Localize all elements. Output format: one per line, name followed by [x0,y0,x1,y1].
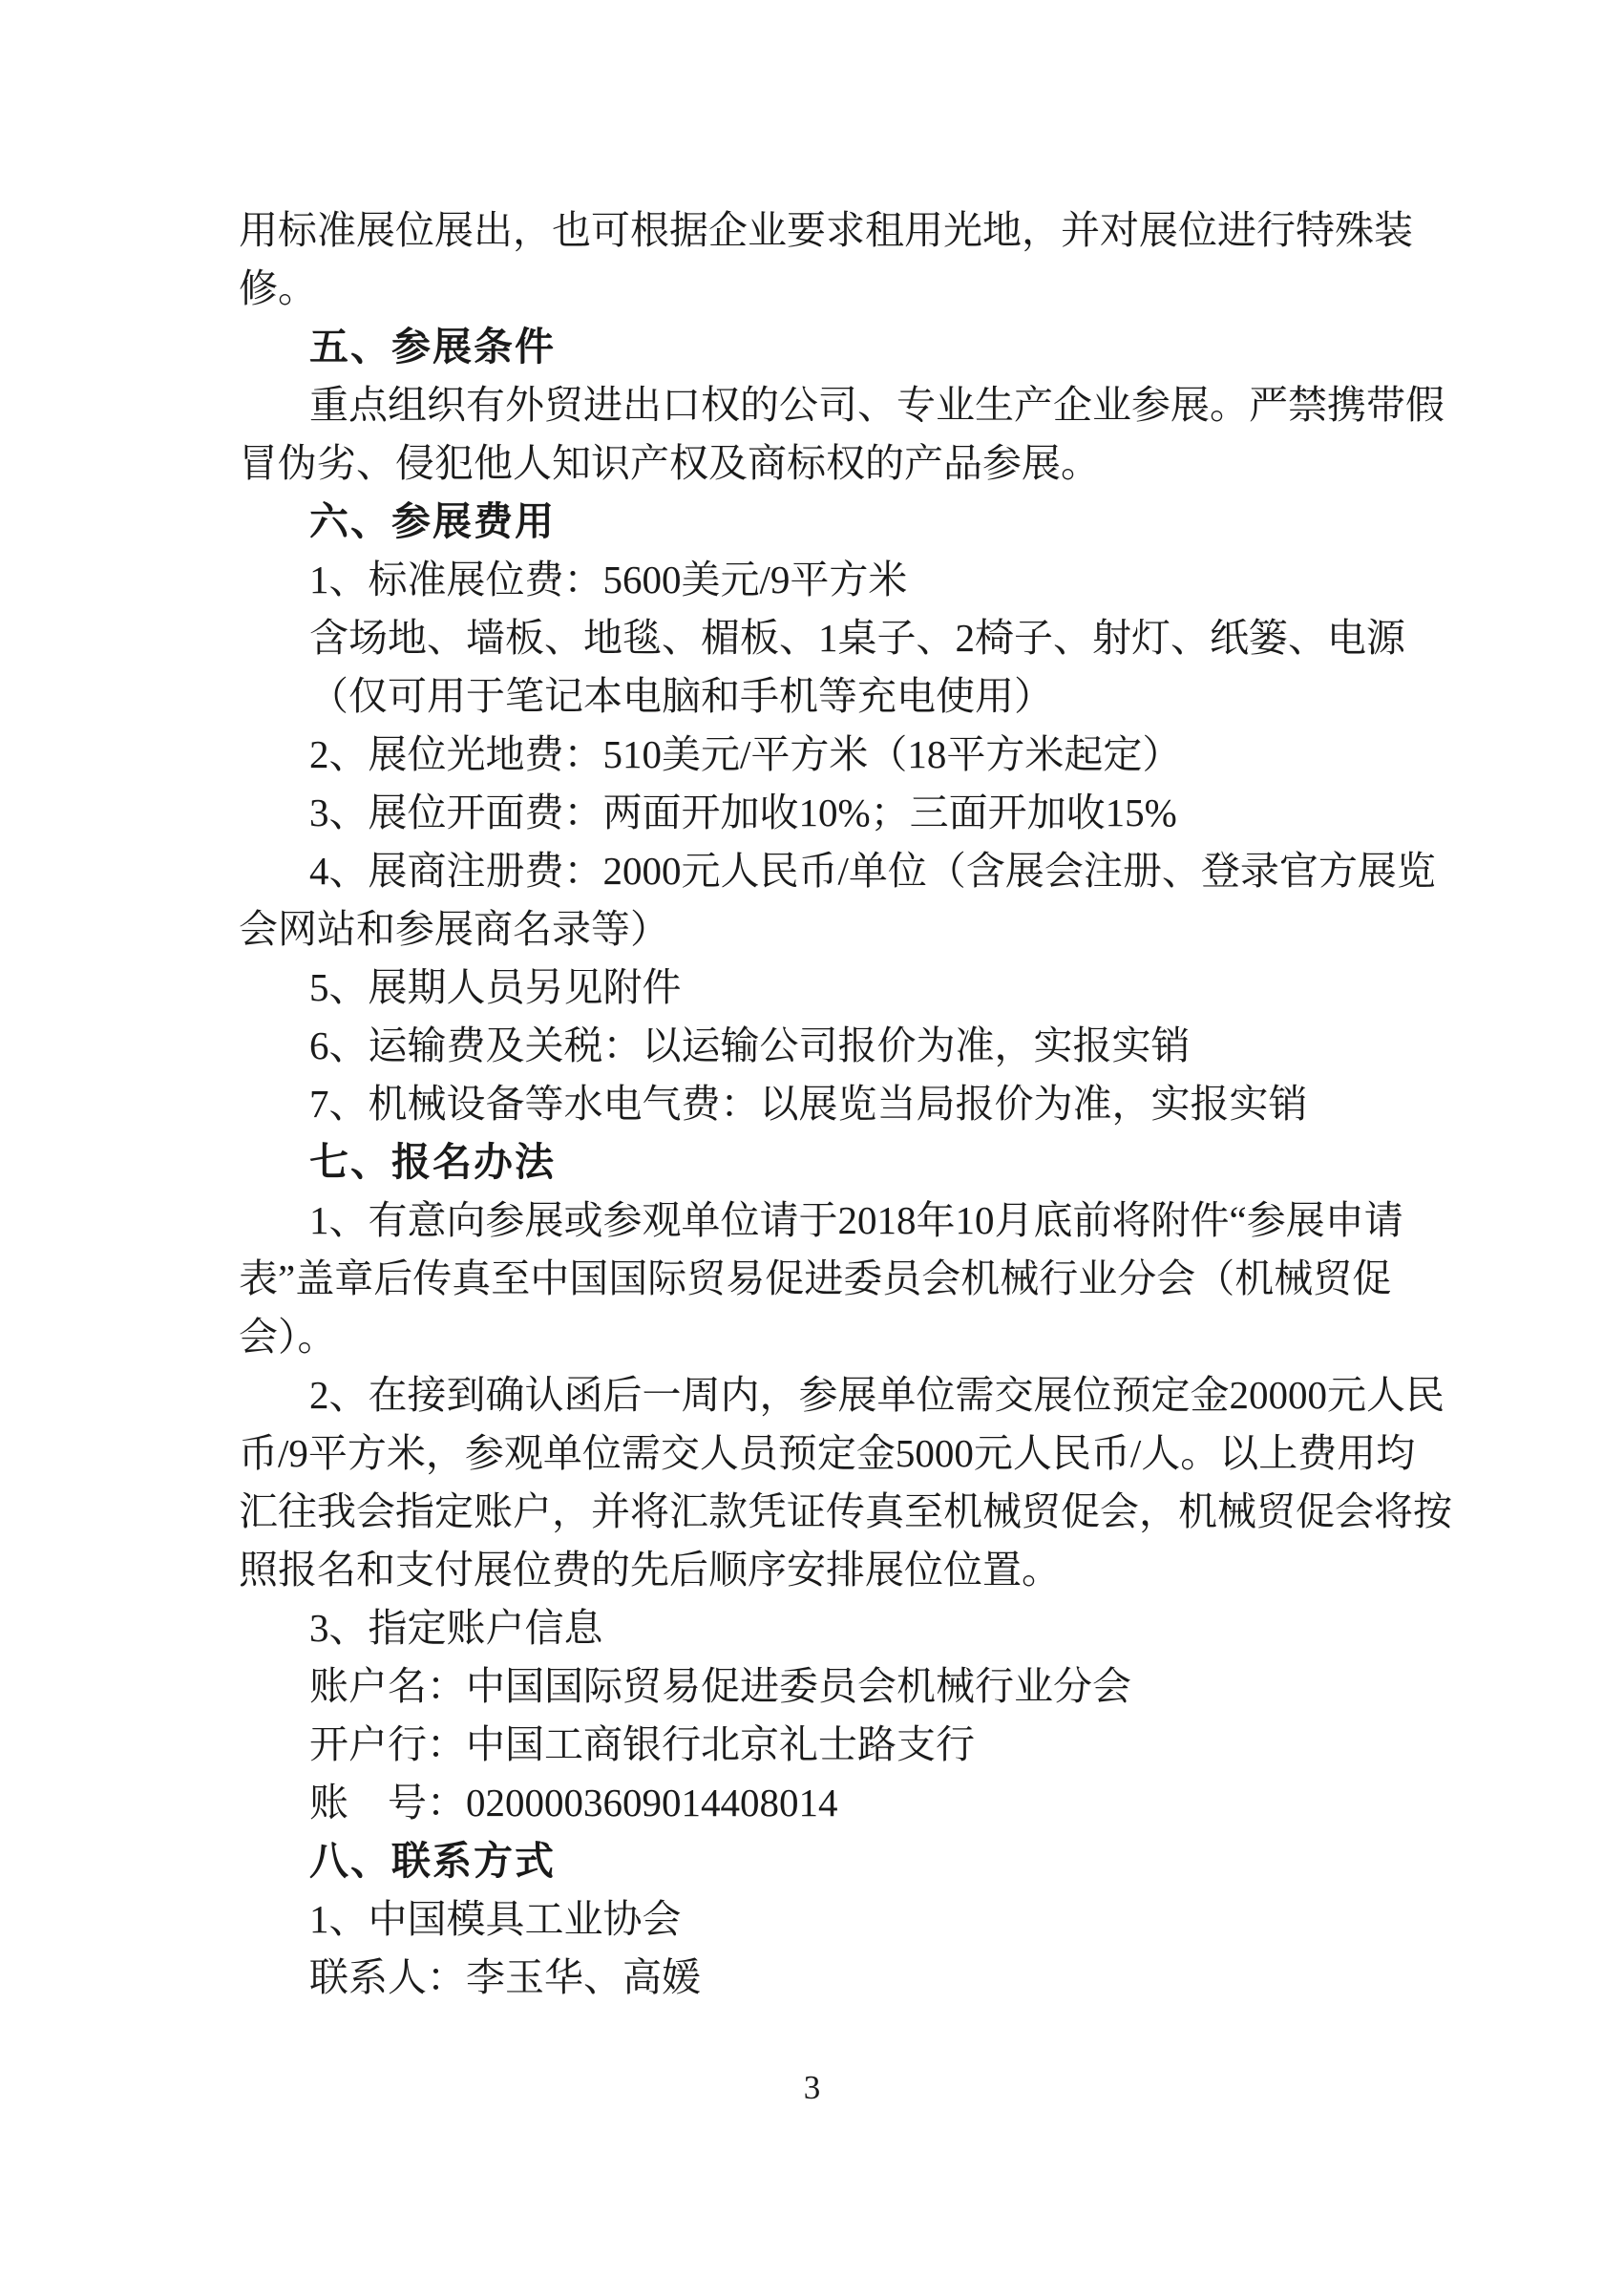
section-heading-8: 八、联系方式 [309,1839,556,1883]
page-number: 3 [803,2069,821,2106]
text-line: 照报名和支付展位费的先后顺序安排展位位置。 [239,1548,1061,1592]
account-number-line: 账 号：0200003609014408014 [309,1781,838,1825]
bank-branch-line: 开户行：中国工商银行北京礼士路支行 [309,1722,975,1766]
text-line: 用标准展位展出，也可根据企业要求租用光地，并对展位进行特殊装 [239,208,1413,252]
text-line: 会）。 [239,1315,337,1359]
text-line: 3、指定账户信息 [309,1606,603,1650]
text-line: 会网站和参展商名录等） [239,907,669,951]
text-line: 币/9平方米，参观单位需交人员预定金5000元人民币/人。以上费用均 [239,1431,1416,1475]
list-item-line: （仅可用于笔记本电脑和手机等充电使用） [309,674,1053,718]
text-line: 1、有意向参展或参观单位请于2018年10月底前将附件“参展申请 [309,1198,1403,1242]
document-body [239,201,1452,2007]
contact-person-line: 联系人：李玉华、高媛 [309,1955,701,1999]
list-item-line: 1、标准展位费：5600美元/9平方米 [309,558,908,601]
account-name-line: 账户名：中国国际贸易促进委员会机械行业分会 [309,1664,1131,1708]
list-item-line: 含场地、墙板、地毯、楣板、1桌子、2椅子、射灯、纸篓、电源 [309,616,1405,660]
text-line: 2、在接到确认函后一周内，参展单位需交展位预定金20000元人民 [309,1373,1445,1417]
section-heading-5: 五、参展条件 [309,325,556,369]
list-item-line: 3、展位开面费：两面开加收10%；三面开加收15% [309,791,1177,834]
list-item-line: 7、机械设备等水电气费：以展览当局报价为准，实报实销 [309,1082,1308,1126]
list-item-line: 4、展商注册费：2000元人民币/单位（含展会注册、登录官方展览 [309,849,1436,893]
text-line: 冒伪劣、侵犯他人知识产权及商标权的产品参展。 [239,441,1100,485]
text-line: 表”盖章后传真至中国国际贸易促进委员会机械行业分会（机械贸促 [239,1256,1392,1300]
text-line: 重点组织有外贸进出口权的公司、专业生产企业参展。严禁携带假 [309,383,1445,427]
section-heading-6: 六、参展费用 [309,499,556,543]
text-line: 修。 [239,266,317,310]
list-item-line: 5、展期人员另见附件 [309,965,682,1009]
text-line: 1、中国模具工业协会 [309,1897,682,1941]
list-item-line: 6、运输费及关税：以运输公司报价为准，实报实销 [309,1023,1191,1067]
list-item-line: 2、展位光地费：510美元/平方米（18平方米起定） [309,732,1182,776]
text-line: 汇往我会指定账户，并将汇款凭证传真至机械贸促会，机械贸促会将按 [239,1489,1452,1533]
section-heading-7: 七、报名办法 [309,1140,556,1184]
